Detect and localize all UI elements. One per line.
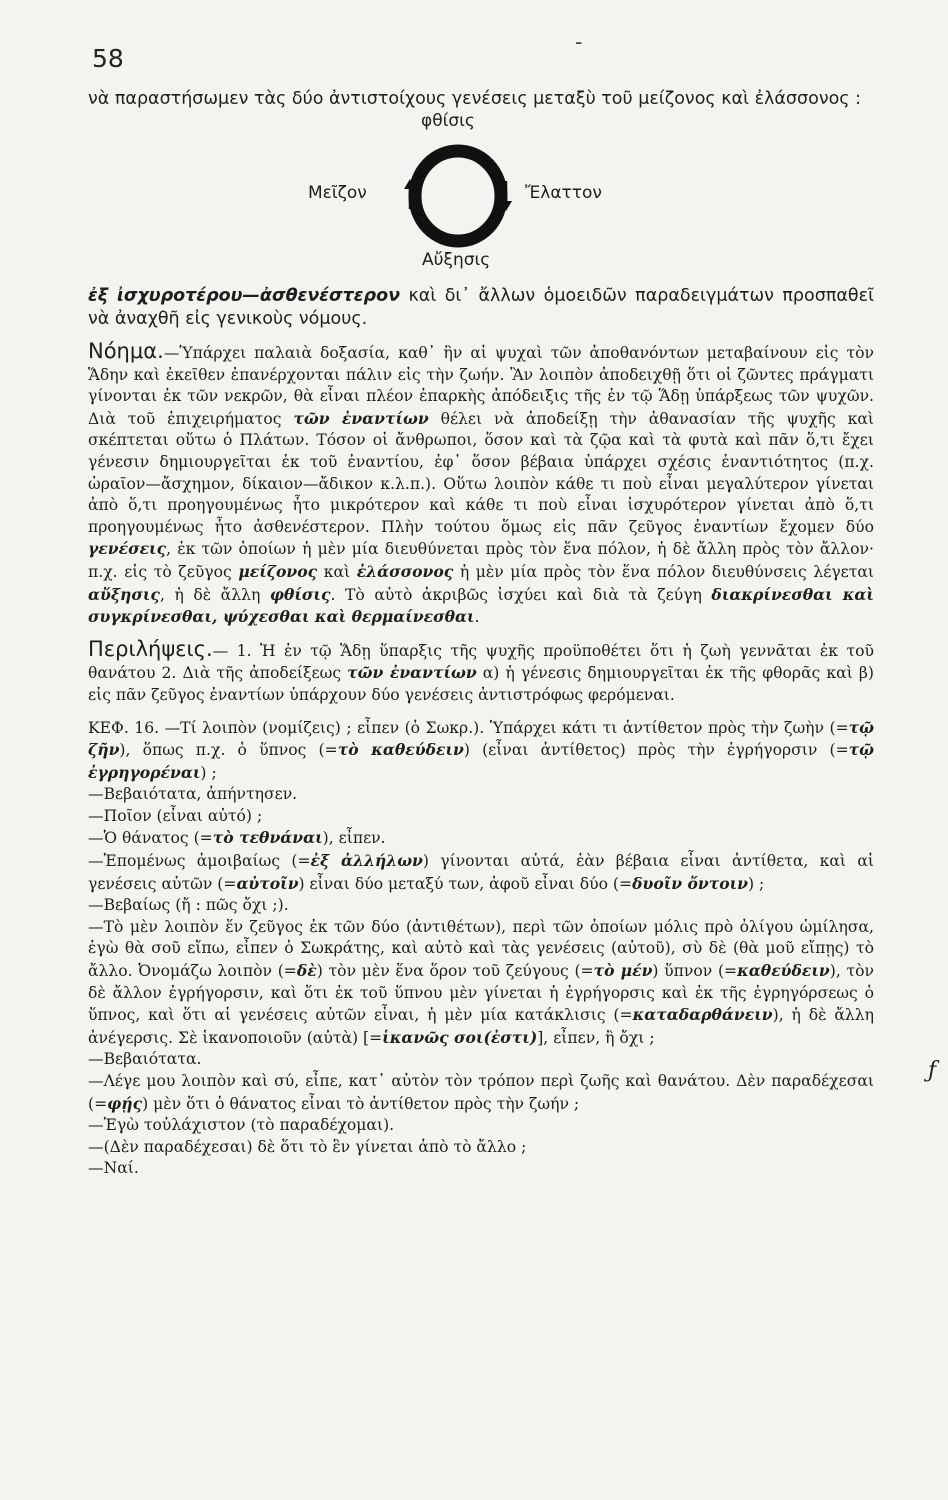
dialogue — [88, 784, 874, 1180]
diagram-label-fthisis: φθίσις — [421, 111, 475, 131]
paragraph-after-diagram: ἐξ ἰσχυροτέρου—ἀσθενέστερον καὶ δι᾽ ἄλλων ὁμοειδῶν παραδειγμάτων προσπαθεῖ νὰ ἀναχθῆ εἰς γενικοὺς νόμους. — [88, 286, 875, 329]
perilipseis-paragraph: Περιλήψεις.— 1. Ἡ ἐν τῷ Ἅδῃ ὕπαρξις τῆς ψυχῆς προϋποθέτει ὅτι ἡ ζωὴ γεννᾶται ἐκ τοῦ θανάτου 2. Διὰ τῆς ἀποδείξεως τῶν ἐναντίων α) ἡ γένεσις δημιουργεῖται ἐκ τῆς φθορᾶς καὶ β) εἰς πᾶν ζεῦγος ἐναντίων ὑπάρχουν δύο γενέσεις ἀντιστρόφως φερόμεναι. — [88, 636, 874, 704]
dialogue-line: —Ἑπομένως ἀμοιβαίως (=ἐξ ἀλλήλων) γίνονται αὐτά, ἐὰν βέβαια εἶναι ἀντίθετα, καὶ αἱ γενέσεις αὐτῶν (=αὐτοῖν) εἶναι δύο μεταξύ των, ἀφοῦ εἶναι δύο (=δυοῖν ὄντοιν) ; — [88, 851, 874, 893]
dialogue-line: —Ποῖον (εἶναι αὐτό) ; — [88, 806, 263, 825]
diagram-label-auxisis: Αὔξησις — [422, 250, 491, 270]
margin-mark: ƒ — [928, 1058, 937, 1083]
diagram-label-elatton: Ἔλαττον — [525, 183, 602, 203]
diagram-label-meizon: Μεῖζον — [308, 183, 367, 203]
kef-16-paragraph: ΚΕΦ. 16. —Τί λοιπὸν (νομίζεις) ; εἶπεν (ὁ Σωκρ.). Ὑπάρχει κάτι τι ἀντίθετον πρὸς τὴν ζωὴν (=τῷ ζῆν), ὅπως π.χ. ὁ ὕπνος (=τὸ καθεύδειν) (εἶναι ἀντίθετος) πρὸς τὴν ἐγρήγορσιν (=τῷ ἐγρηγορέναι) ; — [88, 717, 874, 782]
dialogue-line: —Ἐγὼ τοὐλάχιστον (τὸ παραδέχομαι). — [88, 1116, 395, 1135]
dialogue-line: —Τὸ μὲν λοιπὸν ἕν ζεῦγος ἐκ τῶν δύο (ἀντιθέτων), περὶ τῶν ὁποίων μόλις πρὸ ὀλίγου ὡμίλησα, ἐγὼ θὰ σοῦ εἴπω, εἶπεν ὁ Σωκράτης, καὶ αὐτὸ καὶ τὰς γενέσεις (αὐτοῦ), σὺ δὲ (θὰ μοῦ εἴπῃς) τὸ ἄλλο. Ὀνομάζω λοιπὸν (=δὲ) τὸν μὲν ἕνα ὅρον τοῦ ζεύγους (=τὸ μέν) ὕπνον (=καθεύδειν), τὸν δὲ ἄλλον ἐγρήγορσιν, καὶ ὅτι ἐκ τοῦ ὕπνου μὲν γίνεται ἡ ἐγρήγορσις καὶ ἐκ τῆς ἐγρηγόρσεως ὁ ὕπνος, καὶ ὅτι αἱ γενέσεις αὐτῶν εἶναι, ἡ μὲν μία κατάκλισις (=καταδαρθάνειν), ἡ δὲ ἄλλη ἀνέγερσις. Σὲ ἱκανοποιοῦν (αὐτὰ) [=ἱκανῶς σοι(ἐστι)], εἶπεν, ἢ ὄχι ; — [88, 917, 874, 1047]
dialogue-line: —(Δὲν παραδέχεσαι) δὲ ὅτι τὸ ἓν γίνεται ἀπὸ τὸ ἄλλο ; — [88, 1137, 527, 1156]
page-body — [88, 88, 874, 1180]
cycle-diagram — [88, 111, 874, 285]
intro-paragraph: νὰ παραστήσωμεν τὰς δύο ἀντιστοίχους γενέσεις μεταξὺ τοῦ μείζονος καὶ ἐλάσσονος : — [88, 89, 862, 109]
bold-phrase: ἐξ ἰσχυροτέρου—ἀσθενέστερον — [88, 286, 401, 306]
dialogue-line: —Βεβαιότατα. — [88, 1050, 202, 1069]
top-dash-mark: - — [575, 30, 583, 55]
dialogue-line: —Βεβαιότατα, ἀπήντησεν. — [88, 785, 298, 804]
perilipseis-heading: Περιλήψεις. — [88, 636, 213, 661]
dialogue-line: —Λέγε μου λοιπὸν καὶ σύ, εἶπε, κατ᾽ αὐτὸν τὸν τρόπον περὶ ζωῆς καὶ θανάτου. Δὲν παραδέχεσαι (=φῄς) μὲν ὅτι ὁ θάνατος εἶναι τὸ ἀντίθετον πρὸς τὴν ζωήν ; — [88, 1072, 874, 1113]
dialogue-line: —Ὁ θάνατος (=τὸ τεθνάναι), εἶπεν. — [88, 828, 386, 848]
cycle-ring-icon — [373, 141, 543, 253]
dialogue-line: —Ναί. — [88, 1159, 139, 1178]
noima-paragraph: Νόημα.—Ὑπάρχει παλαιὰ δοξασία, καθ᾽ ἣν αἱ ψυχαὶ τῶν ἀποθανόντων μεταβαίνουν εἰς τὸν Ἅδην καὶ ἐκεῖθεν ἐπανέρχονται πάλιν εἰς τὴν ζωήν. Ἂν λοιπὸν ἀποδειχθῇ ὅτι οἱ ζῶντες πράγματι γίνονται ἐκ τῶν νεκρῶν, θὰ εἶναι πλέον ἐπαρκὴς ἀπόδειξις τῆς ἐν τῷ Ἅδῃ ὑπάρξεως τῶν ψυχῶν. Διὰ τοῦ ἐπιχειρήματος τῶν ἐναντίων θέλει νὰ ἀποδείξῃ τὴν ἀθανασίαν τῆς ψυχῆς καὶ σκέπτεται οὕτω ὁ Πλάτων. Τόσον οἱ ἄνθρωποι, ὅσον καὶ τὰ ζῷα καὶ τὰ φυτὰ καὶ πᾶν ὅ,τι ἔχει γένεσιν δημιουργεῖται ἐκ τοῦ ἐναντίου, ἐφ᾽ ὅσον βέβαια ὑπάρχει σχέσις ἐναντιότητος (π.χ. ὡραῖον—ἄσχημον, δίκαιον—ἄδικον κ.λ.π.). Οὕτω λοιπὸν κάθε τι ποὺ εἶναι μεγαλύτερον γίνεται ἀπὸ ὅ,τι προηγουμένως ἦτο μικρότερον καὶ κάθε τι ποὺ εἶναι ἰσχυρότερον γίνεται ἀπὸ ὅ,τι προηγουμένως ἦτο ἀσθενέστερον. Πλὴν τούτου ὅμως εἰς πᾶν ζεῦγος ἐναντίων ἔχομεν δύο γενέσεις, ἐκ τῶν ὁποίων ἡ μὲν μία διευθύνεται πρὸς τὸν ἕνα πόλον, ἡ δὲ ἄλλη πρὸς τὸν ἄλλον· π.χ. εἰς τὸ ζεῦγος μείζονος καὶ ἐλάσσονος ἡ μὲν μία πρὸς τὸν ἕνα πόλον διευθύνσεις λέγεται αὔξησις, ἡ δὲ ἄλλη φθίσις. Τὸ αὐτὸ ἀκριβῶς ἰσχύει καὶ διὰ τὰ ζεύγη διακρίνεσθαι καὶ συγκρίνεσθαι, ψύχεσθαι καὶ θερμαίνεσθαι. — [88, 339, 874, 627]
page-number: 58 — [92, 44, 124, 73]
noima-heading: Νόημα. — [88, 339, 164, 363]
dialogue-line: —Βεβαίως (ἤ : πῶς ὄχι ;). — [88, 896, 289, 915]
